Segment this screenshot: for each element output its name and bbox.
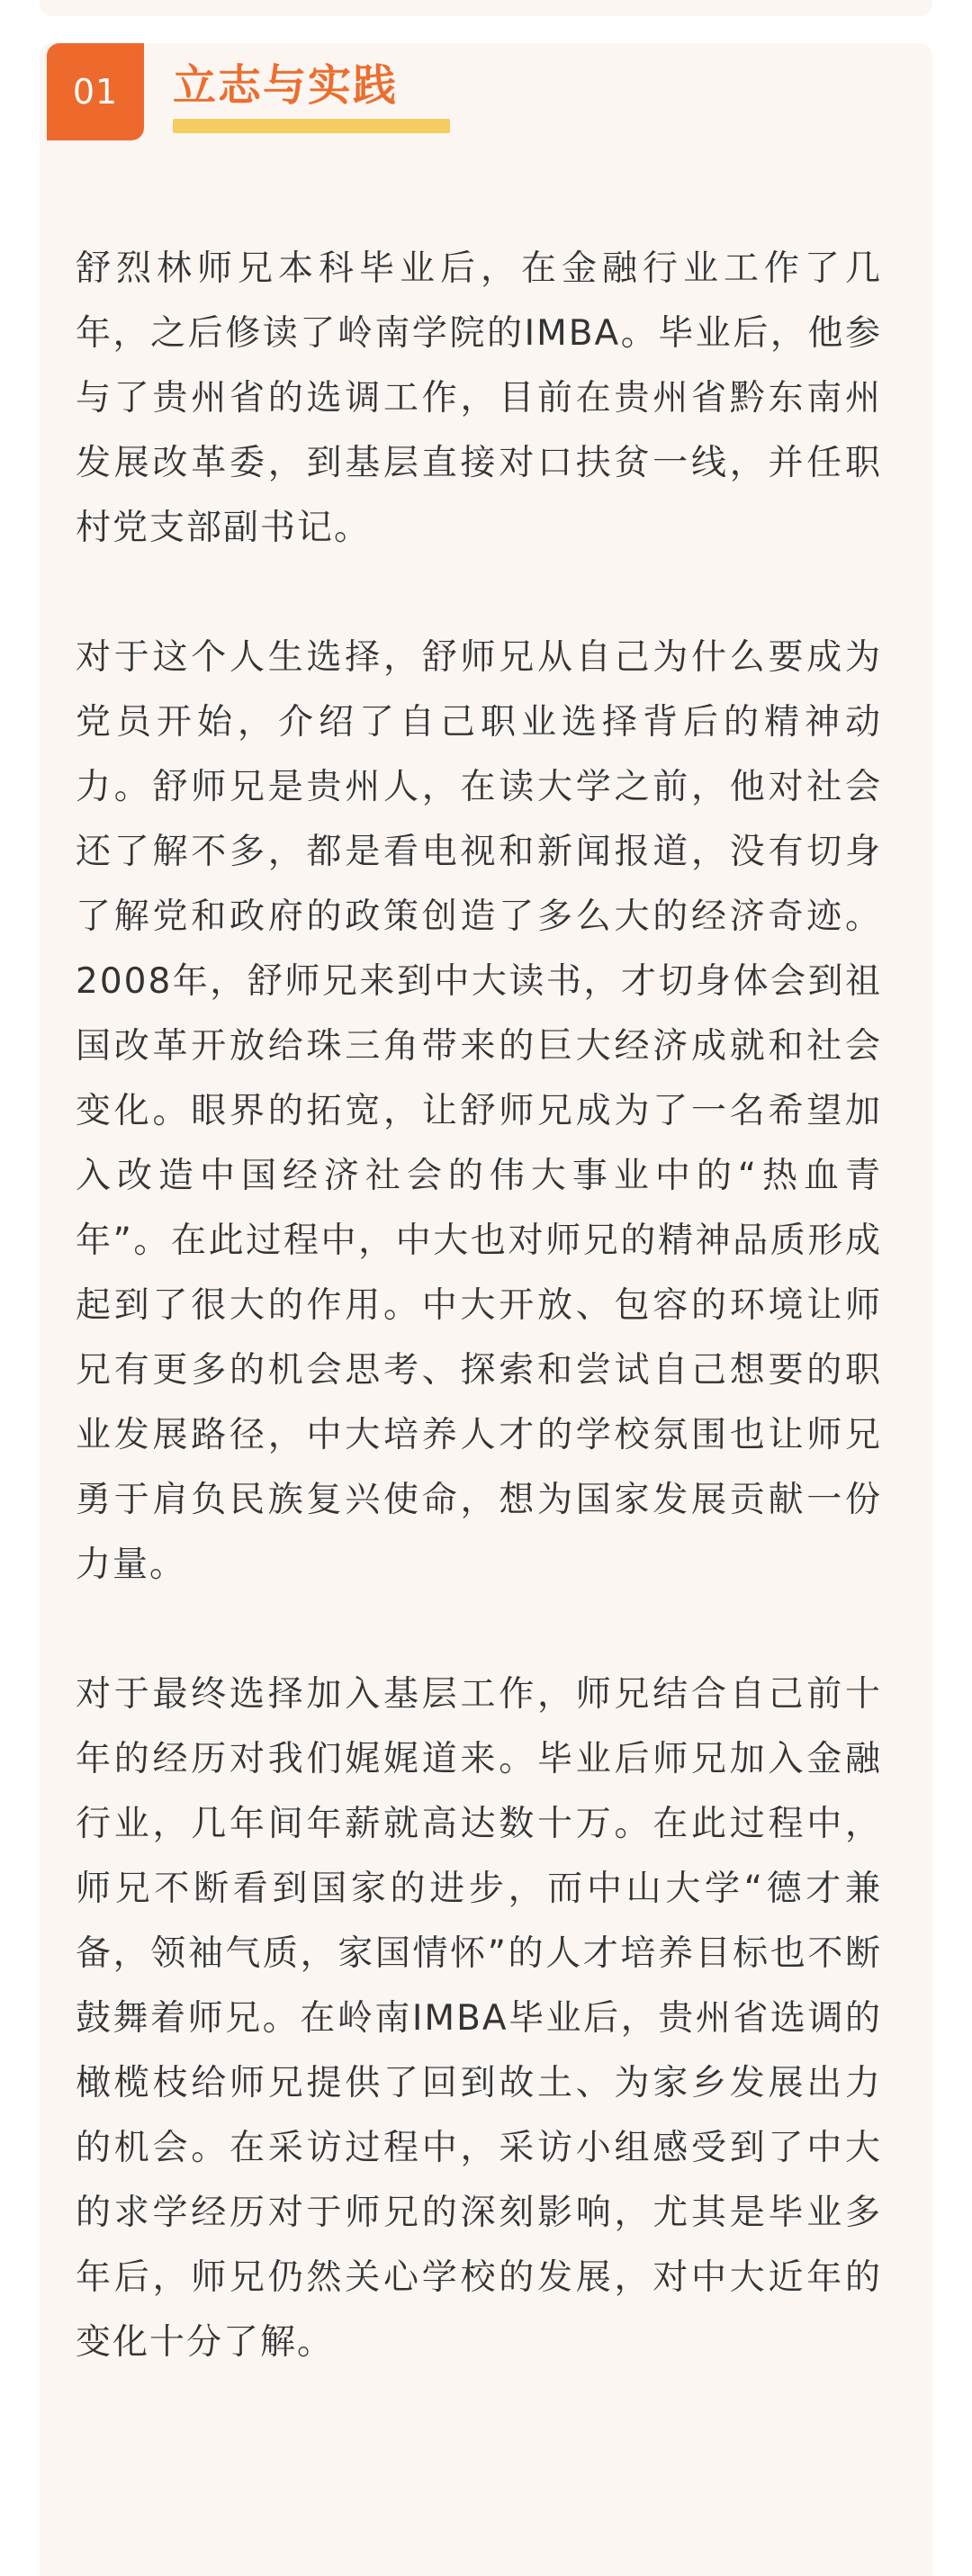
section-number-badge <box>47 43 144 140</box>
paragraph: 对于这个人生选择，舒师兄从自己为什么要成为党员开始，介绍了自己职业选择背后的精神动力。舒师兄是贵州人，在读大学之前，他对社会还了解不多，都是看电视和新闻报道，没有切身了解党和政府的政策创造了多么大的经济奇迹。2008年，舒师兄来到中大读书，才切身体会到祖国改革开放给珠三角带来的巨大经济成就和社会变化。眼界的拓宽，让舒师兄成为了一名希望加入改造中国经济社会的伟大事业中的“热血青年”。在此过程中，中大也对师兄的精神品质形成起到了很大的作用。中大开放、包容的环境让师兄有更多的机会思考、探索和尝试自己想要的职业发展路径，中大培养人才的学校氛围也让师兄勇于肩负民族复兴使命，想为国家发展贡献一份力量。 <box>76 637 882 1585</box>
section-title: 立志与实践 <box>173 60 399 111</box>
paragraph: 对于最终选择加入基层工作，师兄结合自己前十年的经历对我们娓娓道来。毕业后师兄加入金融行业，几年间年薪就高达数十万。在此过程中，师兄不断看到国家的进步，而中山大学“德才兼备，领袖气质，家国情怀”的人才培养目标也不断鼓舞着师兄。在岭南IMBA毕业后，贵州省选调的橄榄枝给师兄提供了回到故土、为家乡发展出力的机会。在采访过程中，采访小组感受到了中大的求学经历对于师兄的深刻影响，尤其是毕业多年后，师兄仍然关心学校的发展，对中大近年的变化十分了解。 <box>76 1674 882 2363</box>
article-body <box>76 237 882 2375</box>
section-number: 01 <box>72 72 119 112</box>
paragraph: 舒烈林师兄本科毕业后，在金融行业工作了几年，之后修读了岭南学院的IMBA。毕业后，他参与了贵州省的选调工作，目前在贵州省黔东南州发展改革委，到基层直接对口扶贫一线，并任职村党支部副书记。 <box>76 248 882 548</box>
title-highlight-bar <box>173 119 450 133</box>
previous-card-edge <box>40 0 932 16</box>
section-heading <box>173 52 398 119</box>
